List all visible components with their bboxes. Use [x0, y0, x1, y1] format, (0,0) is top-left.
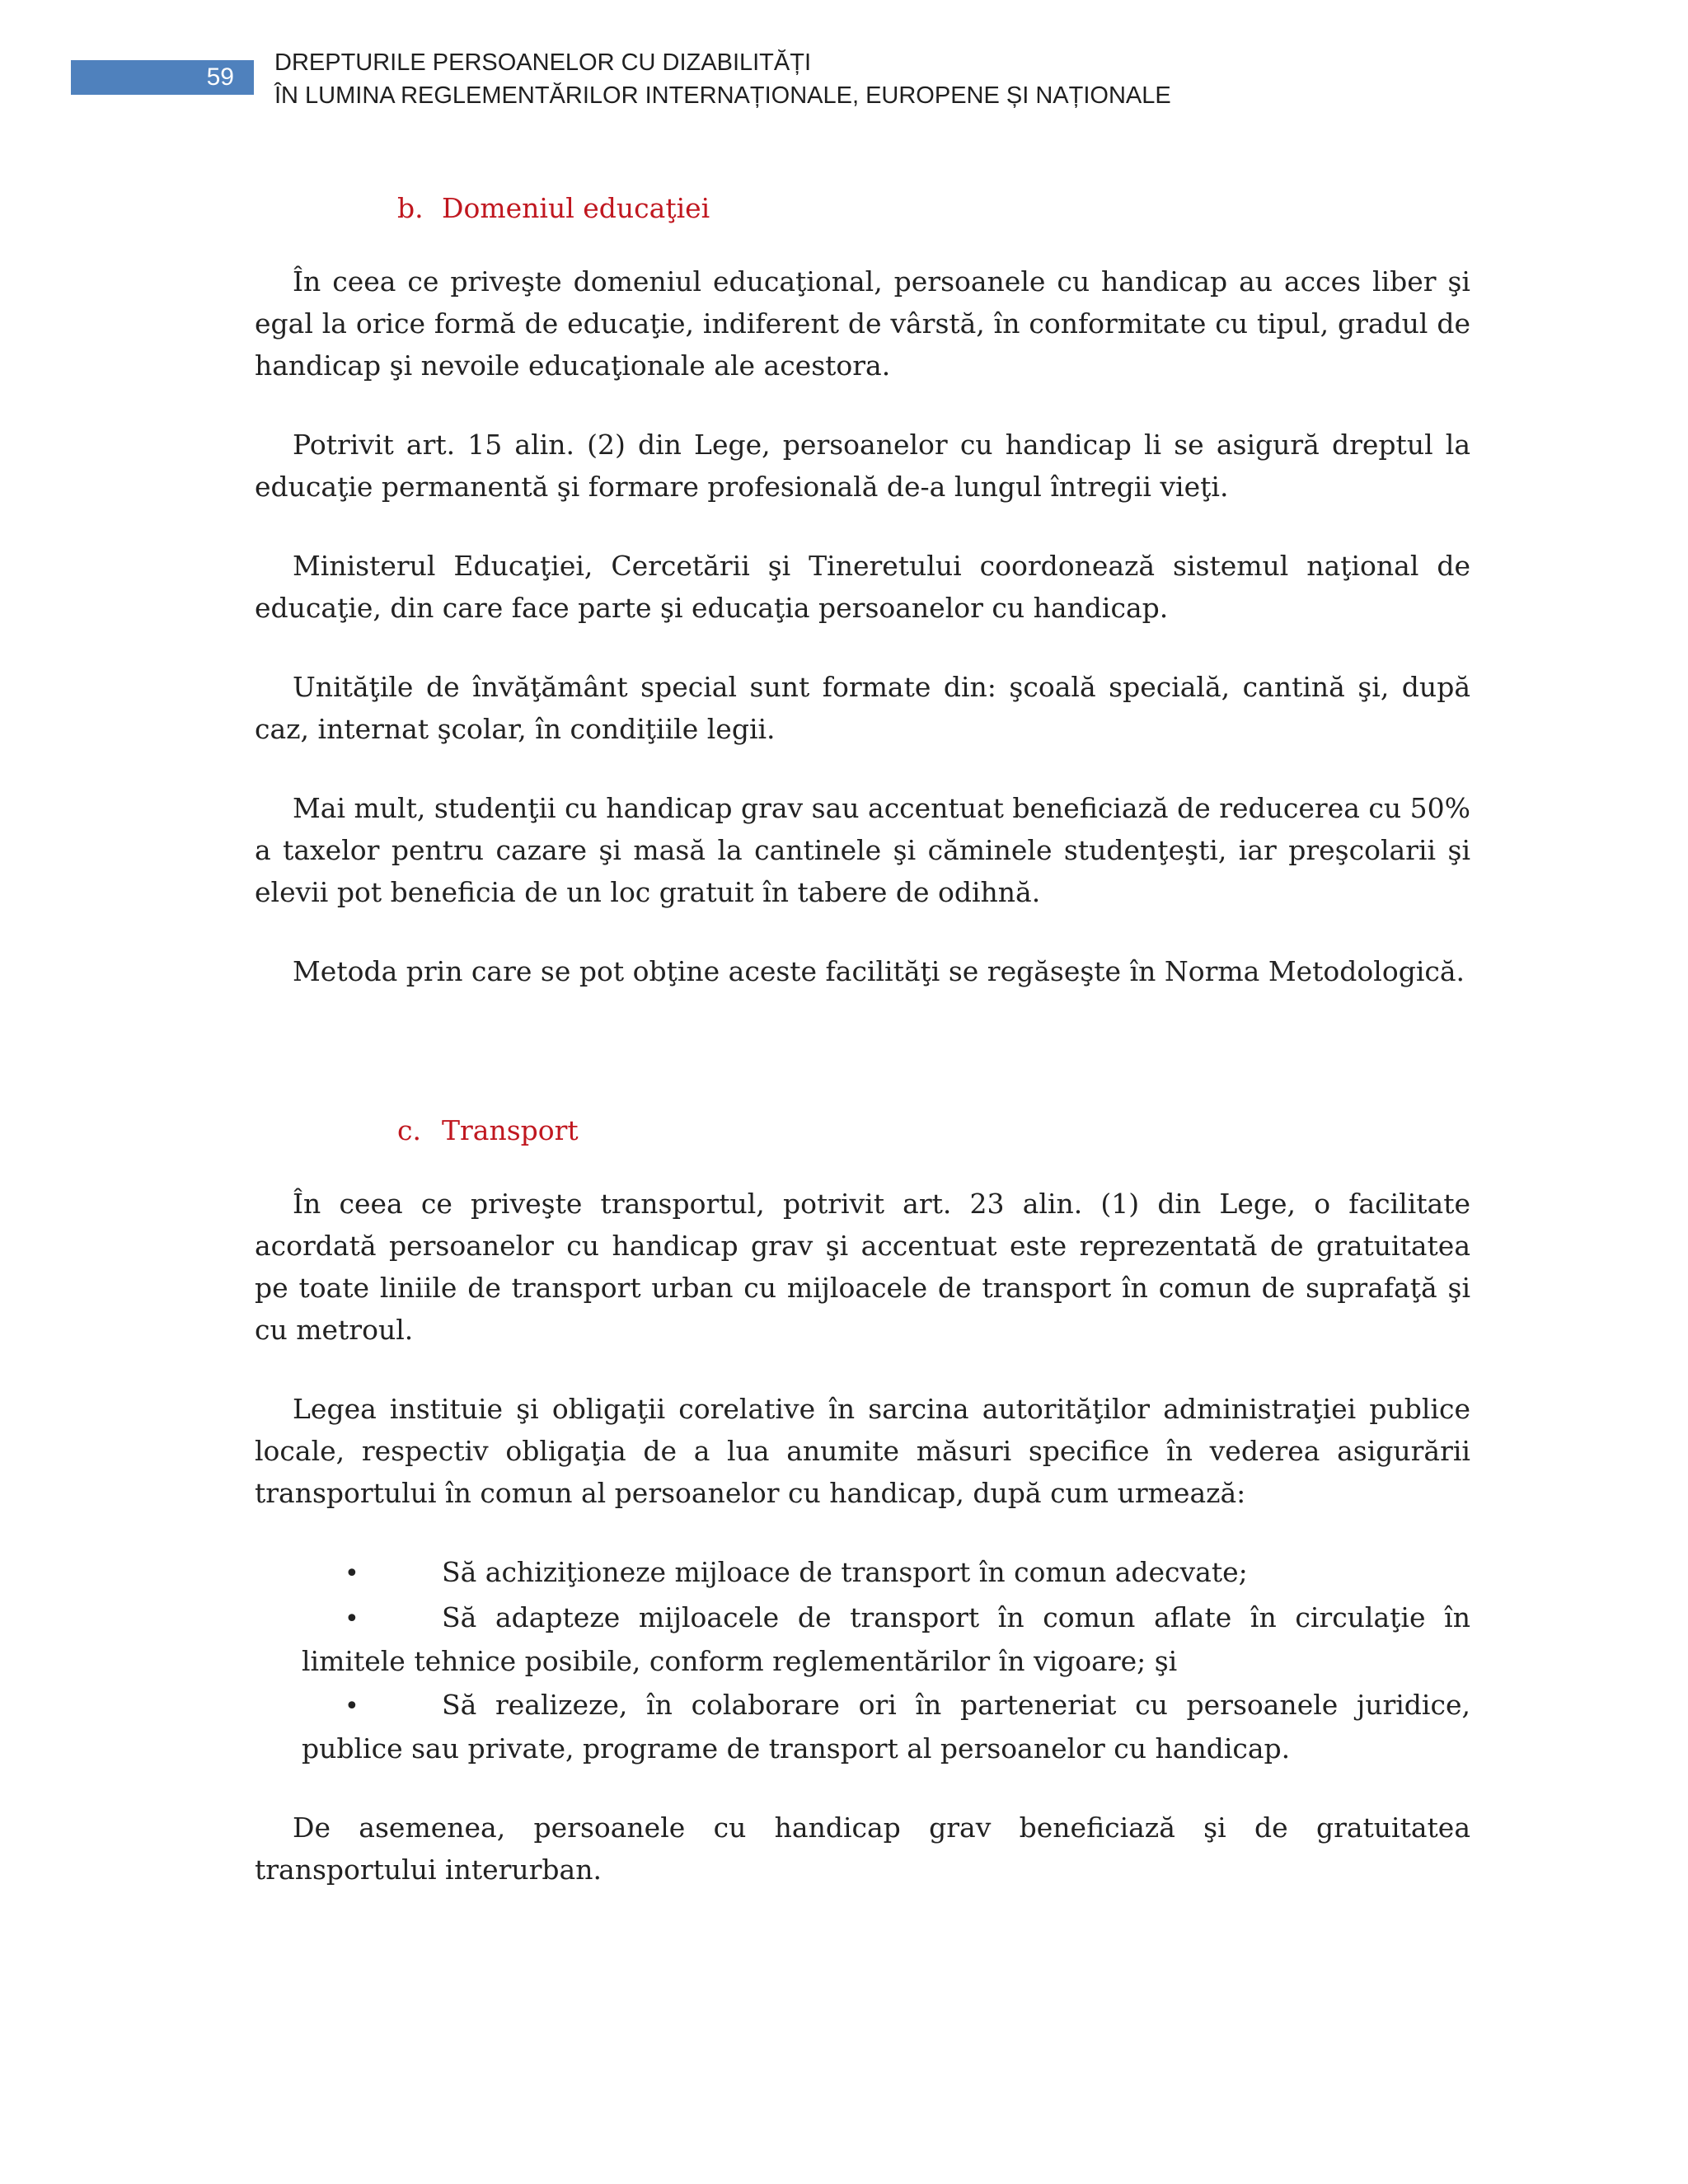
running-header	[274, 46, 1171, 112]
running-header-line-2: ÎN LUMINA REGLEMENTĂRILOR INTERNAȚIONALE, EUROPENE ȘI NAȚIONALE	[274, 82, 1171, 109]
paragraph: În ceea ce priveşte domeniul educaţional, persoanele cu handicap au acces liber şi egal la orice formă de educaţie, indiferent de vârstă, în conformitate cu tipul, gradul de handicap şi nevoile educaţionale ale acestora.	[255, 265, 1470, 382]
list-item-text: Să achiziţioneze mijloace de transport în comun adecvate;	[442, 1556, 1248, 1588]
paragraph: Unităţile de învăţământ special sunt formate din: şcoală specială, cantină şi, după caz, internat şcolar, în condiţiile legii.	[255, 671, 1470, 745]
paragraph: De asemenea, persoanele cu handicap grav beneficiază şi de gratuitatea transportului interurban.	[255, 1811, 1470, 1886]
obligations-list	[255, 1551, 1470, 1769]
bullet-icon: •	[345, 1605, 359, 1633]
section-title: Transport	[442, 1114, 579, 1146]
paragraph: Ministerul Educaţiei, Cercetării şi Tineretului coordonează sistemul naţional de educaţie, din care face parte şi educaţia persoanelor cu handicap.	[255, 550, 1470, 624]
running-header-line-1: DREPTURILE PERSOANELOR CU DIZABILITĂȚI	[274, 49, 812, 76]
section-marker: c.	[397, 1114, 421, 1146]
document-body	[255, 188, 1470, 1928]
paragraph: Mai mult, studenţii cu handicap grav sau accentuat beneficiază de reducerea cu 50% a taxelor pentru cazare şi masă la cantinele şi căminele studenţeşti, iar preşcolarii şi elevii pot beneficia de un loc gratuit în tabere de odihnă.	[255, 792, 1470, 908]
section-heading-transport	[255, 1110, 1470, 1151]
list-item-text: Să adapteze mijloacele de transport în comun aflate în circulaţie în limitele tehnice posibile, conform reglementărilor în vigoare; şi	[302, 1601, 1470, 1677]
list-item	[302, 1596, 1470, 1682]
page-number: 59	[71, 60, 254, 95]
paragraph: Legea instituie şi obligaţii corelative în sarcina autorităţilor administraţiei publice locale, respectiv obligaţia de a lua anumite măsuri specifice în vederea asigurării transportului în comun al persoanelor cu handicap, după cum urmează:	[255, 1393, 1470, 1509]
list-item	[302, 1684, 1470, 1769]
list-item-text: Să realizeze, în colaborare ori în parteneriat cu persoanele juridice, publice sau private, programe de transport al persoanelor cu handicap.	[302, 1689, 1470, 1765]
bullet-icon: •	[345, 1559, 359, 1588]
paragraph: Potrivit art. 15 alin. (2) din Lege, persoanelor cu handicap li se asigură dreptul la educaţie permanentă şi formare profesională de-a lungul întregii vieţi.	[255, 429, 1470, 503]
section-title: Domeniul educaţiei	[442, 192, 710, 224]
list-item	[302, 1551, 1470, 1595]
paragraph: Metoda prin care se pot obţine aceste facilităţi se regăseşte în Norma Metodologică.	[293, 955, 1465, 987]
section-heading-education	[255, 188, 1470, 229]
section-marker: b.	[397, 192, 424, 224]
paragraph: În ceea ce priveşte transportul, potrivit art. 23 alin. (1) din Lege, o facilitate acordată persoanelor cu handicap grav şi accentuat este reprezentată de gratuitatea pe toate liniile de transport urban cu mijloacele de transport în comun de suprafaţă şi cu metroul.	[255, 1188, 1470, 1346]
bullet-icon: •	[345, 1692, 359, 1721]
